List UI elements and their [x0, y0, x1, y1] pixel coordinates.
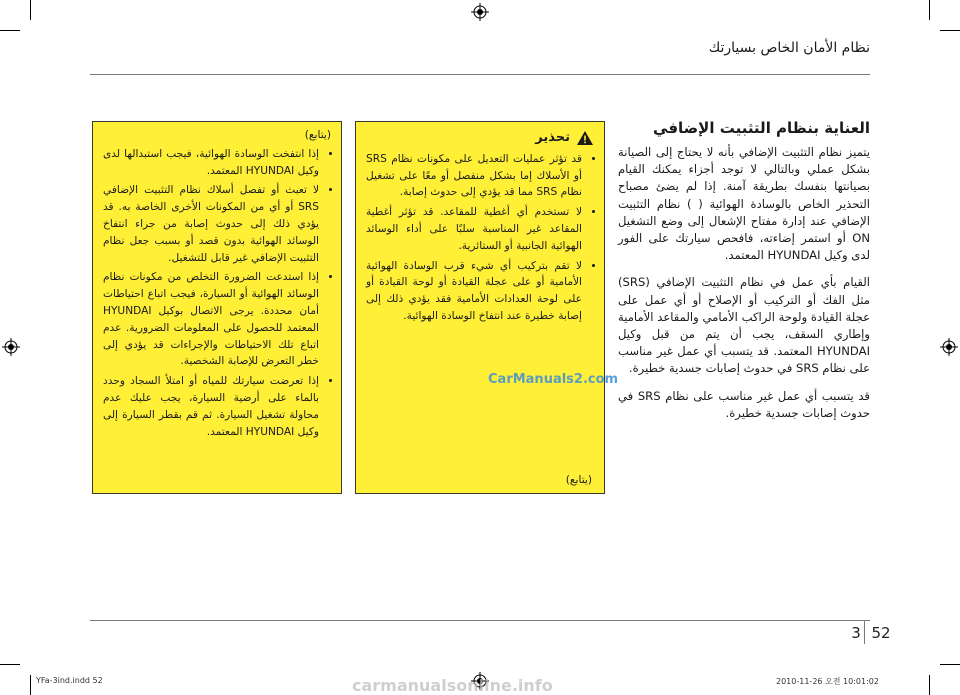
- crop-mark: [929, 675, 930, 695]
- list-item: • لا تعبث أو تفصل أسلاك نظام التثبيت الإضافي SRS أو أي من المكونات الأخرى الخاصة به. قد يؤدي ذلك إلى حدوث إصابة من جراء انتفاخ الوسائد الهوائية بدون قصد أو بسبب جعل نظام التثبيت الإضافي غير قابل للتشغيل.: [103, 182, 319, 266]
- registration-mark-icon: [471, 3, 489, 21]
- crop-mark: [940, 664, 960, 665]
- list-item: • لا تستخدم أي أغطية للمقاعد. قد تؤثر أغطية المقاعد غير المناسبة سلبًا على أداء الوسائد الهوائية الجانبية أو الستائرية.: [366, 204, 582, 254]
- registration-mark-icon: [2, 338, 20, 356]
- date-stamp: 2010-11-26 오전 10:01:02: [776, 677, 879, 686]
- footer-divider: [90, 620, 870, 621]
- crop-mark: [30, 0, 31, 20]
- page-number-separator: [864, 620, 865, 644]
- list-item: • لا تقم بتركيب أي شيء قرب الوسادة الهوائية الأمامية أو على عجلة القيادة أو لوحة القيادة أو على لوحة العدادات الأمامية فقد يؤدي ذلك إلى إصابة خطيرة عند انتفاخ الوسادة الهوائية.: [366, 258, 582, 325]
- continuation-box: [92, 121, 342, 494]
- registration-mark-icon: [940, 338, 958, 356]
- header-divider: [90, 74, 870, 75]
- chapter-number: 3: [851, 624, 861, 642]
- main-column: [618, 118, 870, 432]
- warning-triangle-icon: [576, 130, 594, 146]
- crop-mark: [30, 675, 31, 695]
- section-title: نظام الأمان الخاص بسيارتك: [708, 40, 870, 56]
- site-watermark: carmanualsonline.info: [352, 676, 553, 695]
- warning-title: تحذير: [535, 130, 570, 145]
- continued-label: (يتابع): [565, 474, 592, 487]
- list-item: • إذا انتفخت الوسادة الهوائية، فيجب استبدالها لدى وكيل HYUNDAI المعتمد.: [103, 146, 319, 180]
- warning-heading: [366, 130, 594, 147]
- section-heading: العناية بنظام التثبيت الإضافي: [653, 119, 870, 137]
- body-paragraph: يتميز نظام التثبيت الإضافي بأنه لا يحتاج إلى الصيانة بشكل عملي وبالتالي لا توجد أجزاء يمكنك القيام بصيانتها بنفسك بطريقة آمنة. إذا لم يضئ مصباح التحذير الخاص بالوسادة الهوائية ( ) نظام التثبيت الإضافي عند إدارة مفتاح الإشعال إلى وضع التشغيل ON أو استمر إضاءته، فافحص سيارتك على الفور لدى وكيل HYUNDAI المعتمد.: [618, 145, 870, 263]
- crop-mark: [940, 30, 960, 31]
- list-item: • إذا استدعت الضرورة التخلص من مكونات نظام الوسائد الهوائية أو السيارة، فيجب اتباع احتياطات أمان محددة. يرجى الاتصال بوكيل HYUNDAI المعتمد للحصول على المعلومات الضرورية. عدم اتباع تلك الاحتياطات والإجراءات قد يؤدي إلى خطر التعرض للإصابة الشخصية.: [103, 269, 319, 370]
- crop-mark: [0, 30, 20, 31]
- site-watermark: CarManuals2.com: [488, 372, 619, 387]
- continuation-list: [103, 146, 331, 441]
- body-paragraph: قد يتسبب أي عمل غير مناسب على نظام SRS في حدوث إصابات جسدية خطيرة.: [618, 388, 870, 420]
- list-item: • قد تؤثر عمليات التعديل على مكونات نظام SRS أو الأسلاك إما بشكل منفصل أو معًا على تشغيل نظام SRS مما قد يؤدي إلى حدوث إصابة.: [366, 151, 582, 201]
- crop-mark: [0, 664, 20, 665]
- warning-box: [355, 121, 605, 494]
- page-number: 52: [871, 624, 891, 642]
- continued-label: (يتابع): [304, 129, 331, 141]
- file-name: YFa-3ind.indd 52: [36, 676, 103, 685]
- list-item: • إذا تعرضت سيارتك للمياه أو امتلأ السجاد وحدد بالماء على أرضية السيارة، يجب عليك عدم محاولة تشغيل السيارة. ثم قم بقطر السيارة إلى وكيل HYUNDAI المعتمد.: [103, 373, 319, 440]
- body-paragraph: القيام بأي عمل في نظام التثبيت الإضافي (SRS) مثل الفك أو التركيب أو الإصلاح أو أي عمل على عجلة القيادة ولوحة الراكب الأمامي والمقاعد الأمامية وإطاري السقف، يجب أن يتم من قبل وكيل HYUNDAI المعتمد. قد يتسبب أي عمل غير مناسب على نظام SRS في حدوث إصابات جسدية خطيرة.: [618, 275, 870, 376]
- crop-mark: [929, 0, 930, 20]
- warning-list: [366, 151, 594, 325]
